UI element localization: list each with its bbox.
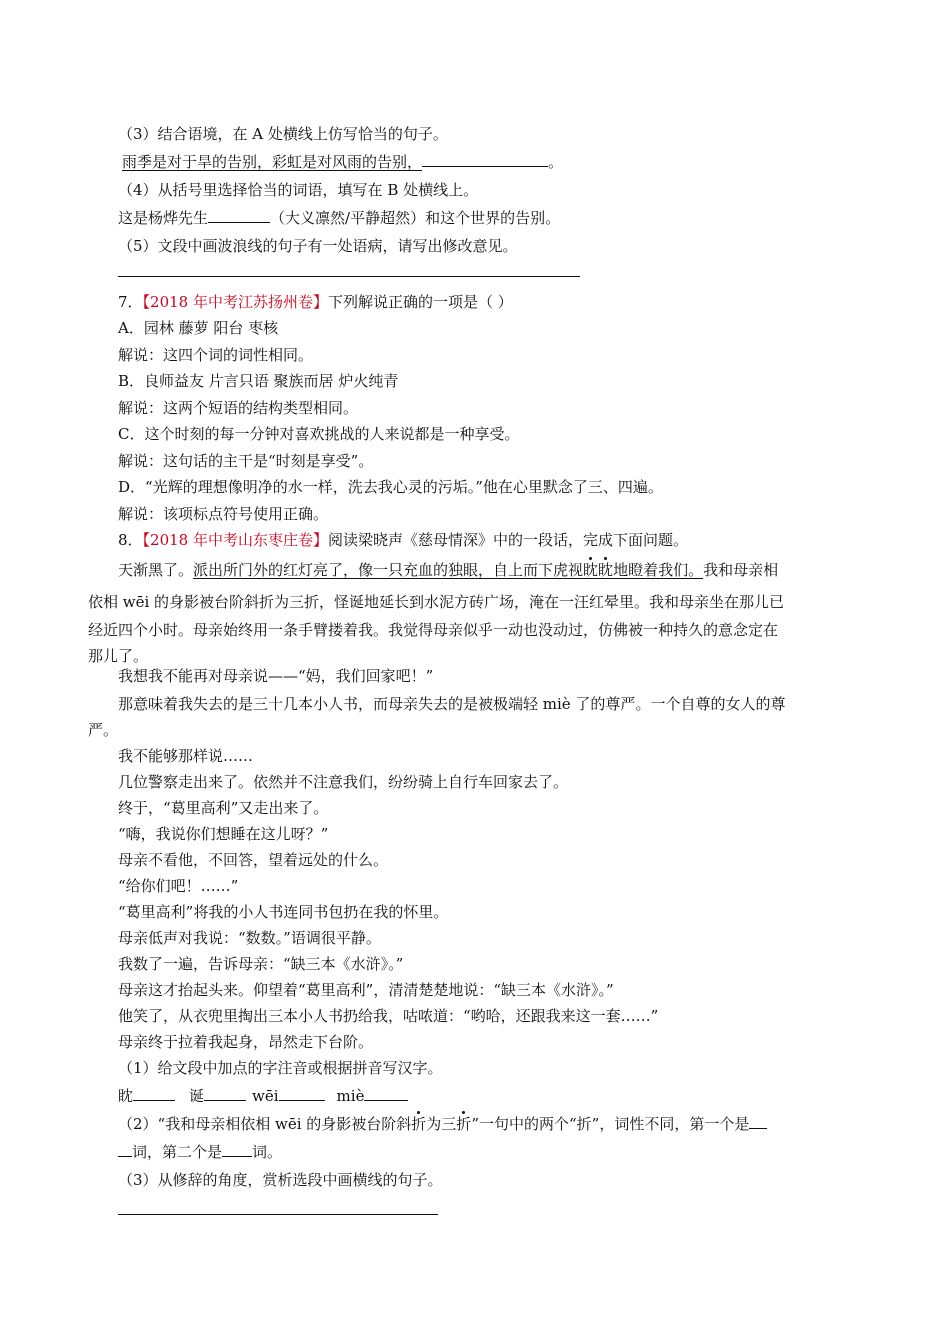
q7-option-c: C．这个时刻的每一分钟对喜欢挑战的人来说都是一种享受。 xyxy=(118,425,520,443)
q7-option-b-explain: 解说：这两个短语的结构类型相同。 xyxy=(118,399,359,417)
passage-para6: 终于，“葛里高利”又走出来了。 xyxy=(118,799,329,817)
passage-para15: 母亲终于拉着我起身，昂然走下台阶。 xyxy=(118,1033,374,1051)
q7-option-b: B．良师益友 片言只语 聚族而居 炉火纯青 xyxy=(118,372,399,390)
q7-option-a-explain: 解说：这四个词的词性相同。 xyxy=(118,346,314,364)
q7-option-a: A．园林 藤萝 阳台 枣核 xyxy=(118,319,279,337)
q7-option-c-explain: 解说：这句话的主干是“时刻是享受”。 xyxy=(118,452,374,470)
passage-para3-line2: 严。 xyxy=(88,721,119,739)
q8-sub2-line1: （2）“我和母亲相依相 wēi 的身影被台阶斜折为三折”一句中的两个“折”，词性不同，第一个是 xyxy=(118,1114,767,1134)
passage-para1-line2: 依相 wēi 的身影被台阶斜折为三折，怪诞地延长到水泥方砖广场，淹在一汪红晕里。我和母亲坐在那儿已 xyxy=(88,593,785,611)
q8-header: 8．【2018 年中考山东枣庄卷】阅读梁晓声《慈母情深》中的一段话，完成下面问题。 xyxy=(118,531,689,549)
q8-sub2-line2: 词，第二个是 词。 xyxy=(118,1142,282,1162)
passage-para1-line3: 经近四个小时。母亲始终用一条手臂搂着我。我觉得母亲似乎一动也没动过，仿佛被一种持久的意念定在 xyxy=(88,621,779,639)
q8-sub1: （1）给文段中加点的字注音或根据拼音写汉字。 xyxy=(118,1059,443,1077)
dotted-char: 折 xyxy=(456,1115,472,1133)
passage-para14: 他笑了，从衣兜里掏出三本小人书扔给我，咕哝道：“哟哈，还跟我来这一套……” xyxy=(118,1007,659,1025)
dotted-char: 眈 xyxy=(598,561,614,579)
q6-sub4-sentence: 这是杨烨先生 （大义凛然/平静超然）和这个世界的告别。 xyxy=(118,209,561,227)
q6-sub3: （3）结合语境，在 A 处横线上仿写恰当的句子。 xyxy=(118,125,448,143)
q6-sub5: （5）文段中画波浪线的句子有一处语病，请写出修改意见。 xyxy=(118,237,518,255)
passage-para10: “葛里高利”将我的小人书连同书包扔在我的怀里。 xyxy=(118,903,449,921)
passage-para1-line1: 天渐黑了。派出所门外的红灯亮了，像一只充血的独眼，自上而下虎视眈眈地瞪着我们。我和母亲相 xyxy=(118,561,779,579)
passage-para13: 母亲这才抬起头来。仰望着“葛里高利”，清清楚楚地说：“缺三本《水浒》。” xyxy=(118,981,614,999)
q8-source: 【2018 年中考山东枣庄卷】 xyxy=(142,531,328,549)
answer-blank-pos1[interactable] xyxy=(749,1114,767,1129)
underlined-sentence: 派出所门外的红灯亮了，像一只充血的独眼，自上而下虎视眈眈地瞪着我们。 xyxy=(193,561,704,579)
answer-blank-3[interactable] xyxy=(279,1086,325,1101)
answer-blank-1[interactable] xyxy=(133,1086,175,1101)
passage-para2: 我想我不能再对母亲说——“妈，我们回家吧！” xyxy=(118,667,434,685)
dotted-char: 折 xyxy=(411,1115,427,1133)
passage-para4: 我不能够那样说…… xyxy=(118,747,254,765)
answer-line-q6-5[interactable] xyxy=(118,276,580,277)
answer-blank-2[interactable] xyxy=(204,1086,246,1101)
answer-line-q8-3[interactable] xyxy=(118,1214,438,1215)
passage-para1-line4: 那儿了。 xyxy=(88,647,149,665)
answer-blank-4[interactable] xyxy=(364,1086,408,1101)
passage-para3-line1: 那意味着我失去的是三十几本小人书，而母亲失去的是被极端轻 miè 了的尊严。一个自尊的女人的尊 xyxy=(118,695,786,713)
passage-para7: “嗨，我说你们想睡在这儿呀？” xyxy=(118,825,329,843)
answer-blank-b[interactable] xyxy=(208,208,270,223)
passage-para9: “给你们吧！……” xyxy=(118,877,239,895)
q8-sub3: （3）从修辞的角度，赏析选段中画横线的句子。 xyxy=(118,1171,443,1189)
passage-para11: 母亲低声对我说：“数数。”语调很平静。 xyxy=(118,929,381,947)
q8-sub1-items: 眈 诞 wēi miè xyxy=(118,1086,408,1106)
q6-sub4: （4）从括号里选择恰当的词语，填写在 B 处横线上。 xyxy=(118,181,479,199)
q7-option-d: D．“光辉的理想像明净的水一样，洗去我心灵的污垢。”他在心里默念了三、四遍。 xyxy=(118,478,663,496)
q6-example-sentence: 雨季是对于旱的告别，彩虹是对风雨的告别， xyxy=(122,153,423,171)
answer-blank-pos2[interactable] xyxy=(222,1142,252,1157)
passage-para5: 几位警察走出来了。依然并不注意我们，纷纷骑上自行车回家去了。 xyxy=(118,773,569,791)
q6-sub3-example: 雨季是对于旱的告别，彩虹是对风雨的告别， 。 xyxy=(122,153,564,171)
q7-source: 【2018 年中考江苏扬州卷】 xyxy=(142,293,328,311)
q7-option-d-explain: 解说：该项标点符号使用正确。 xyxy=(118,505,329,523)
q7-header: 7．【2018 年中考江苏扬州卷】下列解说正确的一项是（ ） xyxy=(118,293,513,311)
passage-para8: 母亲不看他，不回答，望着远处的什么。 xyxy=(118,851,389,869)
answer-blank-pos1-cont[interactable] xyxy=(118,1142,132,1157)
answer-blank-a[interactable] xyxy=(422,152,548,167)
dotted-char: 眈 xyxy=(583,561,599,579)
passage-para12: 我数了一遍，告诉母亲：“缺三本《水浒》。” xyxy=(118,955,404,973)
